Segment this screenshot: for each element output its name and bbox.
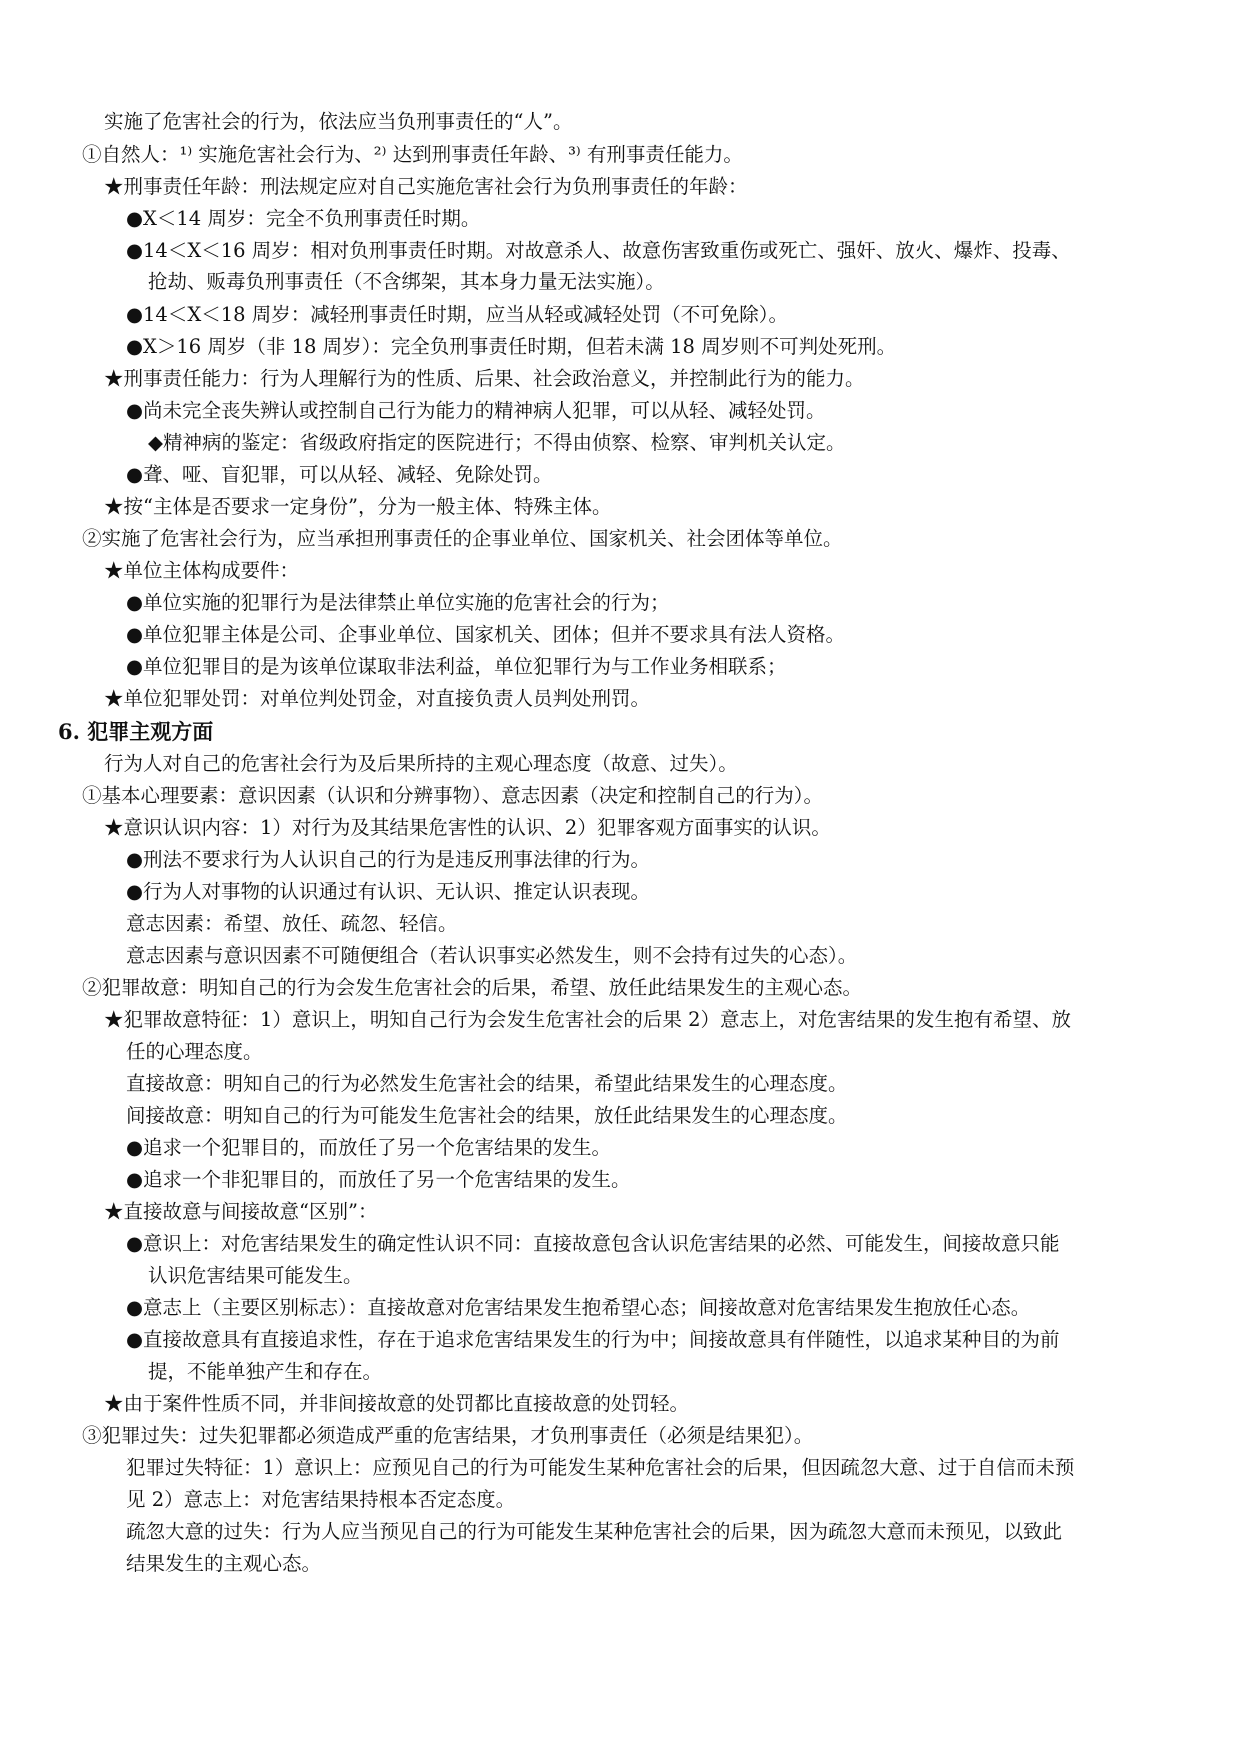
text-line: 疏忽大意的过失：行为人应当预见自己的行为可能发生某种危害社会的后果，因为疏忽大意而未预见，以致此	[126, 1520, 1063, 1543]
text-line: 直接故意：明知自己的行为必然发生危害社会的结果，希望此结果发生的心理态度。	[126, 1072, 848, 1095]
text-line: 抢劫、贩毒负刑事责任（不含绑架，其本身力量无法实施）。	[148, 270, 665, 293]
text-line: 提，不能单独产生和存在。	[148, 1360, 383, 1383]
text-line: ①自然人：¹⁾ 实施危害社会行为、²⁾ 达到刑事责任年龄、³⁾ 有刑事责任能力。	[82, 143, 743, 166]
text-line: ●单位实施的犯罪行为是法律禁止单位实施的危害社会的行为；	[126, 591, 670, 614]
text-line: ●追求一个非犯罪目的，而放任了另一个危害结果的发生。	[126, 1168, 631, 1191]
text-line: ●X＜14 周岁：完全不负刑事责任时期。	[126, 207, 481, 230]
text-line: 间接故意：明知自己的行为可能发生危害社会的结果，放任此结果发生的心理态度。	[126, 1104, 848, 1127]
text-line: 意志因素：希望、放任、疏忽、轻信。	[126, 912, 458, 935]
text-line: ★刑事责任能力：行为人理解行为的性质、后果、社会政治意义，并控制此行为的能力。	[104, 367, 865, 390]
section-heading: 6. 犯罪主观方面	[58, 719, 214, 744]
text-line: ②实施了危害社会行为，应当承担刑事责任的企事业单位、国家机关、社会团体等单位。	[82, 527, 843, 550]
text-line: 行为人对自己的危害社会行为及后果所持的主观心理态度（故意、过失）。	[104, 752, 738, 775]
text-line: ●行为人对事物的认识通过有认识、无认识、推定认识表现。	[126, 880, 651, 903]
text-line: 结果发生的主观心态。	[126, 1552, 322, 1575]
text-line: ★由于案件性质不同，并非间接故意的处罚都比直接故意的处罚轻。	[104, 1392, 690, 1415]
text-line: 犯罪过失特征：1）意识上：应预见自己的行为可能发生某种危害社会的后果，但因疏忽大意、过于自信而未预	[126, 1456, 1075, 1479]
text-line: ●刑法不要求行为人认识自己的行为是违反刑事法律的行为。	[126, 848, 651, 871]
text-line: ●聋、哑、盲犯罪，可以从轻、减轻、免除处罚。	[126, 463, 553, 486]
text-line: ◆精神病的鉴定：省级政府指定的医院进行；不得由侦察、检察、审判机关认定。	[148, 431, 846, 454]
text-line: ●意识上：对危害结果发生的确定性认识不同：直接故意包含认识危害结果的必然、可能发生，间接故意只能	[126, 1232, 1060, 1255]
text-line: 认识危害结果可能发生。	[148, 1264, 363, 1287]
text-line: 意志因素与意识因素不可随便组合（若认识事实必然发生，则不会持有过失的心态）。	[126, 944, 858, 967]
text-line: 见 2）意志上：对危害结果持根本否定态度。	[126, 1488, 516, 1511]
text-line: ★意识认识内容：1）对行为及其结果危害性的认识、2）犯罪客观方面事实的认识。	[104, 816, 831, 839]
text-line: ②犯罪故意：明知自己的行为会发生危害社会的后果，希望、放任此结果发生的主观心态。	[82, 976, 863, 999]
text-line: ●X＞16 周岁（非 18 周岁）：完全负刑事责任时期，但若未满 18 周岁则不可判处死刑。	[126, 335, 897, 358]
text-line: ★犯罪故意特征：1）意识上，明知自己行为会发生危害社会的后果 2）意志上，对危害结果的发生抱有希望、放	[104, 1008, 1072, 1031]
text-line: ●追求一个犯罪目的，而放任了另一个危害结果的发生。	[126, 1136, 612, 1159]
text-line: ★直接故意与间接故意“区别”：	[104, 1200, 378, 1223]
text-line: ●14＜X＜18 周岁：减轻刑事责任时期，应当从轻或减轻处罚（不可免除）。	[126, 303, 788, 326]
text-line: ●直接故意具有直接追求性，存在于追求危害结果发生的行为中；间接故意具有伴随性，以追求某种目的为前	[126, 1328, 1060, 1351]
text-line: ★单位犯罪处罚：对单位判处罚金，对直接负责人员判处刑罚。	[104, 687, 651, 710]
text-line: ★按“主体是否要求一定身份”，分为一般主体、特殊主体。	[104, 495, 612, 518]
text-line: ●尚未完全丧失辨认或控制自己行为能力的精神病人犯罪，可以从轻、减轻处罚。	[126, 399, 826, 422]
text-line: ●意志上（主要区别标志）：直接故意对危害结果发生抱希望心态；间接故意对危害结果发生抱放任心态。	[126, 1296, 1031, 1319]
text-line: 实施了危害社会的行为，依法应当负刑事责任的“人”。	[104, 110, 573, 133]
text-line: ★单位主体构成要件：	[104, 559, 300, 582]
text-line: ③犯罪过失：过失犯罪都必须造成严重的危害结果，才负刑事责任（必须是结果犯）。	[82, 1424, 814, 1447]
text-line: ①基本心理要素：意识因素（认识和分辨事物）、意志因素（决定和控制自己的行为）。	[82, 784, 824, 807]
text-line: 任的心理态度。	[126, 1040, 263, 1063]
text-line: ●14＜X＜16 周岁：相对负刑事责任时期。对故意杀人、故意伤害致重伤或死亡、强奸、放火、爆炸、投毒、	[126, 239, 1071, 262]
text-line: ★刑事责任年龄：刑法规定应对自己实施危害社会行为负刑事责任的年龄：	[104, 175, 748, 198]
text-line: ●单位犯罪目的是为该单位谋取非法利益，单位犯罪行为与工作业务相联系；	[126, 655, 787, 678]
text-line: ●单位犯罪主体是公司、企事业单位、国家机关、团体；但并不要求具有法人资格。	[126, 623, 846, 646]
